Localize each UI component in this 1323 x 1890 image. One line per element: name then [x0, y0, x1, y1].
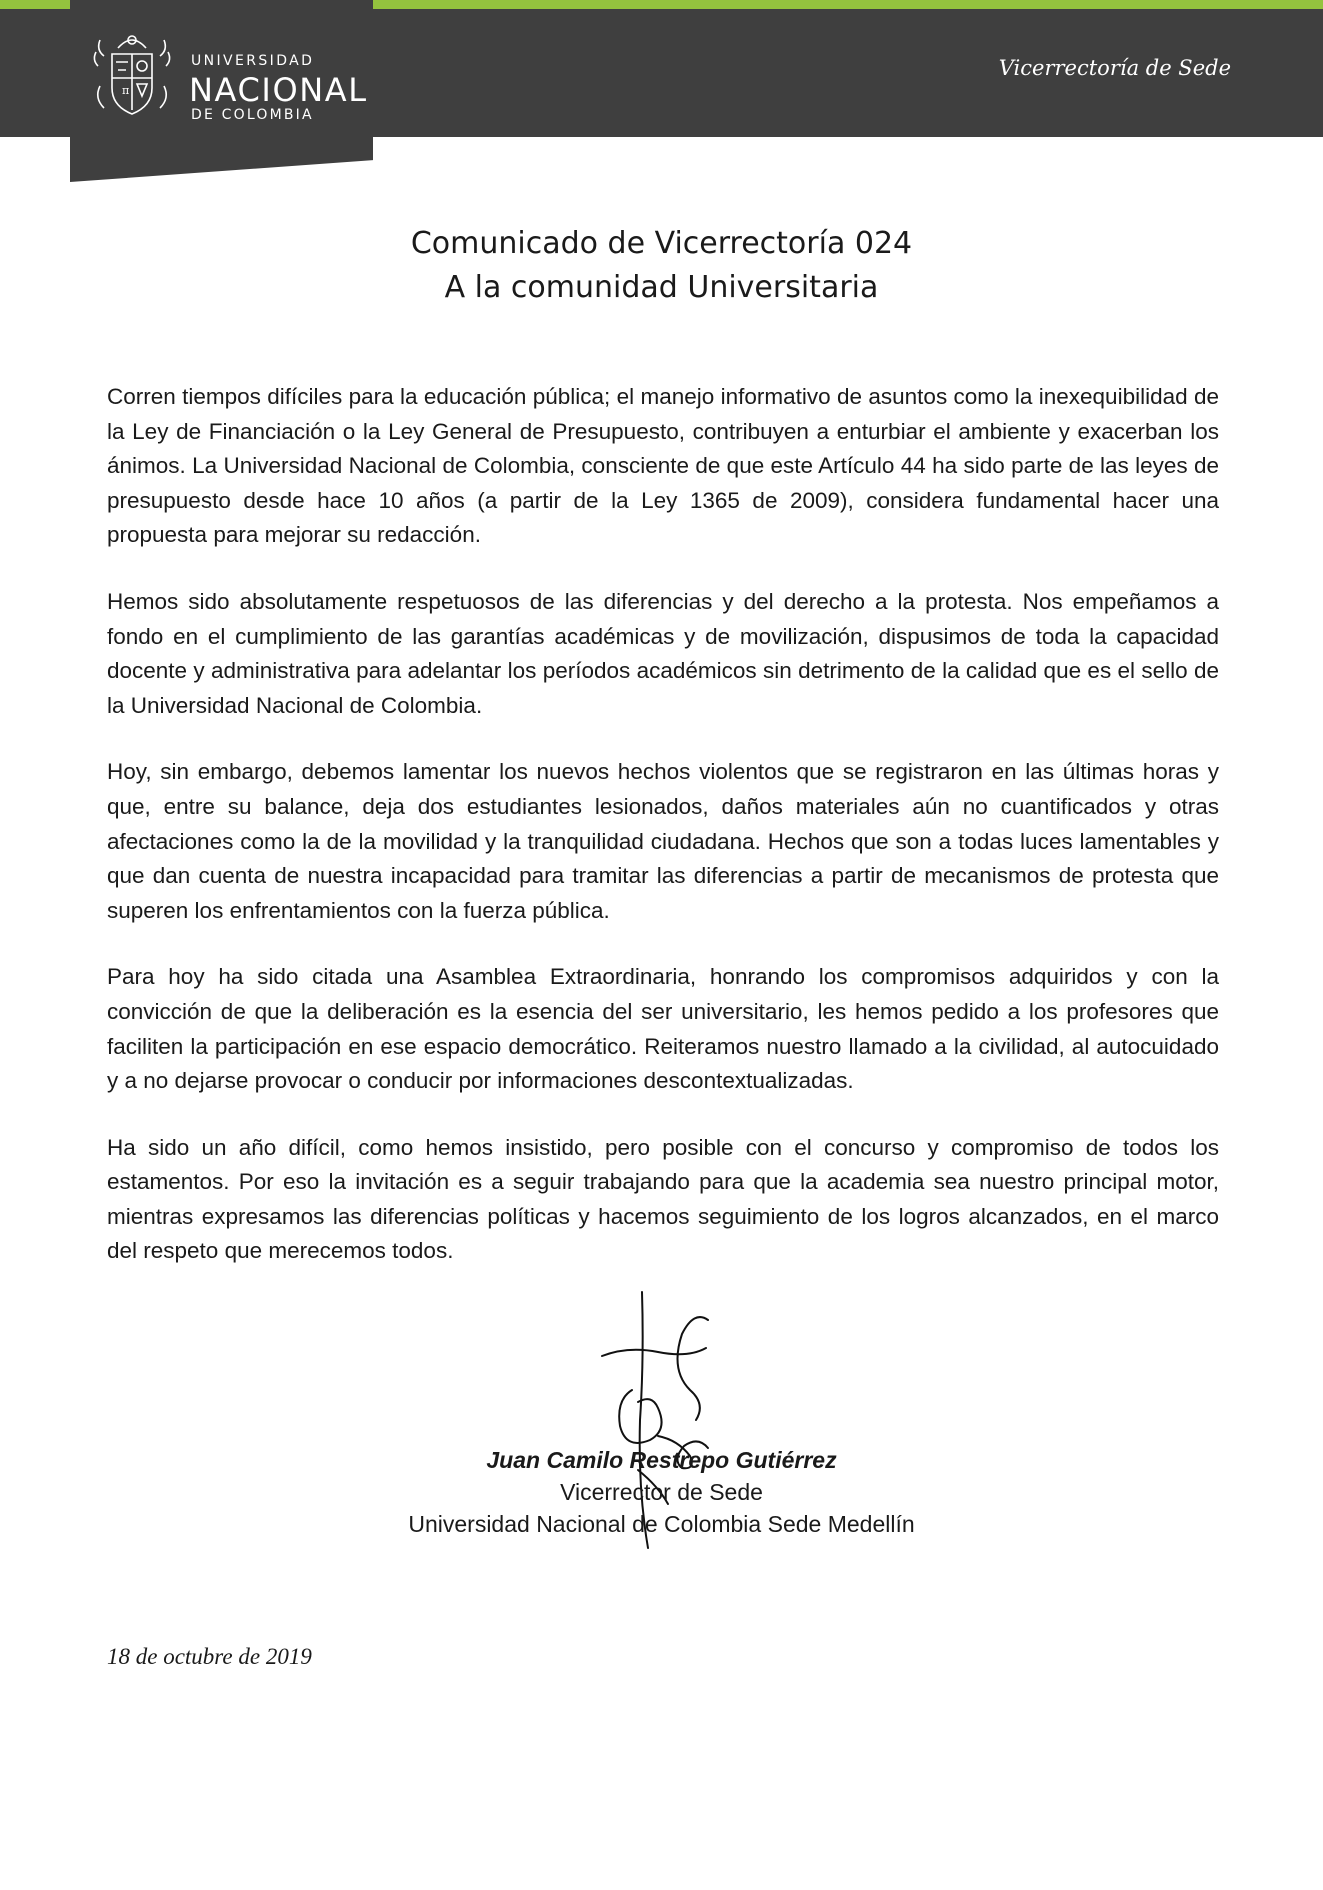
- document-body: [107, 380, 1219, 1301]
- svg-text:π: π: [122, 84, 130, 97]
- document-subtitle: A la comunidad Universitaria: [444, 270, 879, 305]
- document-date: 18 de octubre de 2019: [107, 1644, 312, 1669]
- signer-institution: Universidad Nacional de Colombia Sede Medellín: [408, 1511, 915, 1537]
- body-paragraph: Corren tiempos difíciles para la educación pública; el manejo informativo de asuntos como la inexequibilidad de la Ley de Financiación o la Ley General de Presupuesto, contribuyen a enturbiar el ambiente y exacerban los ánimos. La Universidad Nacional de Colombia, consciente de que este Artículo 44 ha sido parte de las leyes de presupuesto desde hace 10 años (a partir de la Ley 1365 de 2009), considera fundamental hacer una propuesta para mejorar su redacción.: [107, 384, 1219, 548]
- body-paragraph: Ha sido un año difícil, como hemos insistido, pero posible con el concurso y compromiso de todos los estamentos. Por eso la invitación es a seguir trabajando para que la academia sea nuestro principal motor, mientras expresamos las diferencias políticas y hacemos seguimiento de los logros alcanzados, en el marco del respeto que merecemos todos.: [107, 1134, 1219, 1264]
- logo-text-universidad: UNIVERSIDAD: [191, 53, 315, 69]
- university-crest-icon: [90, 26, 174, 122]
- body-paragraph: Para hoy ha sido citada una Asamblea Extraordinaria, honrando los compromisos adquiridos y con la convicción de que la deliberación es la esencia del ser universitario, les hemos pedido a los profesores que faciliten la participación en ese espacio democrático. Reiteramos nuestro llamado a la civilidad, al autocuidado y a no dejarse provocar o conducir por informaciones descontextualizadas.: [107, 964, 1219, 1094]
- signature-block: [0, 1444, 1323, 1540]
- logo-text-nacional: NACIONAL: [189, 71, 368, 109]
- signer-role: Vicerrector de Sede: [560, 1479, 763, 1505]
- document-heading: [0, 222, 1323, 310]
- body-paragraph: Hoy, sin embargo, debemos lamentar los nuevos hechos violentos que se registraron en las últimas horas y que, entre su balance, deja dos estudiantes lesionados, daños materiales aún no cuantificados y otras afectaciones como la de la movilidad y la tranquilidad ciudadana. Hechos que son a todas luces lamentables y que dan cuenta de nuestra incapacidad para tramitar las diferencias a partir de mecanismos de protesta que superen los enfrentamientos con la fuerza pública.: [107, 759, 1219, 923]
- document-title: Comunicado de Vicerrectoría 024: [410, 226, 913, 261]
- signer-name: Juan Camilo Restrepo Gutiérrez: [486, 1447, 837, 1473]
- logo-text-de-colombia: DE COLOMBIA: [191, 107, 314, 123]
- header-unit-name: Vicerrectoría de Sede: [998, 56, 1231, 80]
- body-paragraph: Hemos sido absolutamente respetuosos de las diferencias y del derecho a la protesta. Nos empeñamos a fondo en el cumplimiento de las garantías académicas y de movilización, dispusimos de toda la capacidad docente y administrativa para adelantar los períodos académicos sin detrimento de la calidad que es el sello de la Universidad Nacional de Colombia.: [107, 588, 1219, 718]
